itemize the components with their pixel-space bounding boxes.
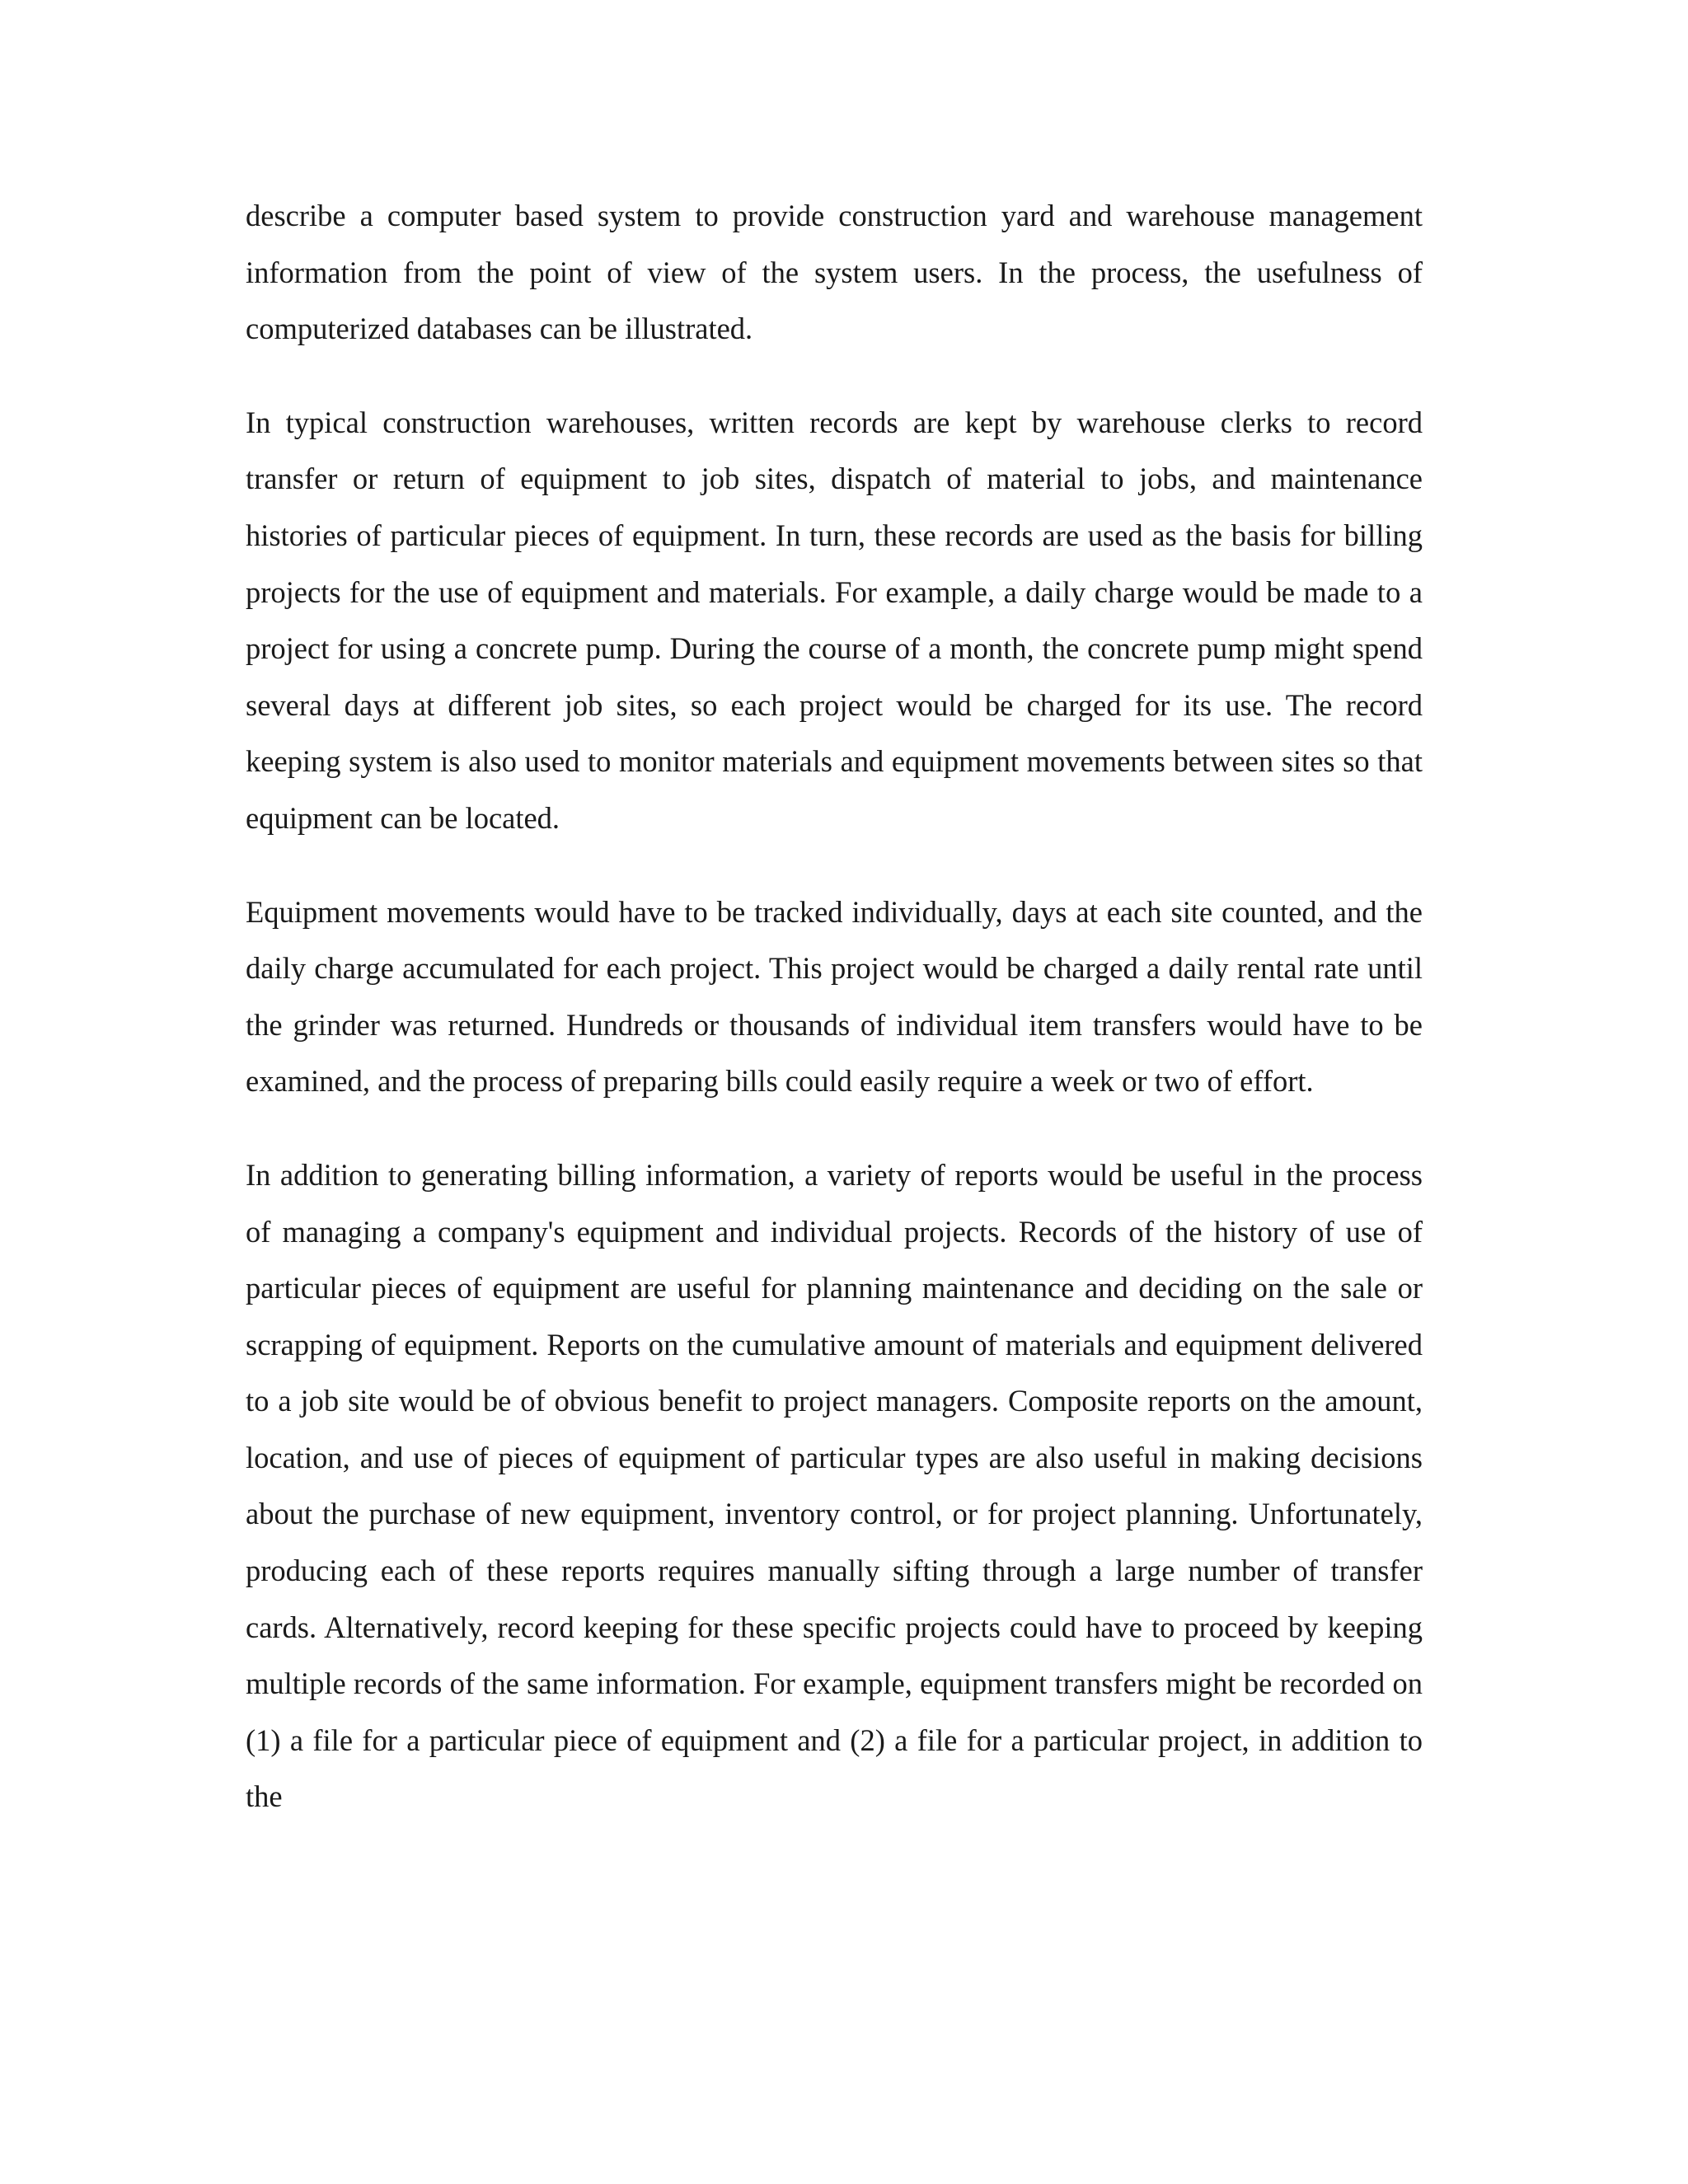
body-text — [246, 188, 1423, 1825]
paragraph-1: describe a computer based system to provide construction yard and warehouse management information from the point of view of the system users. In the process, the usefulness of computerized databases can be illustrated. — [246, 199, 1423, 346]
paragraph-3: Equipment movements would have to be tracked individually, days at each site counted, and the daily charge accumulated for each project. This project would be charged a daily rental rate until the grinder was returned. Hundreds or thousands of individual item transfers would have to be examined, and the process of preparing bills could easily require a week or two of effort. — [246, 894, 1423, 1099]
paragraph-4: In addition to generating billing information, a variety of reports would be useful in the process of managing a company's equipment and individual projects. Records of the history of use of particular pieces of equipment are useful for planning maintenance and deciding on the sale or scrapping of equipment. Reports on the cumulative amount of materials and equipment delivered to a job site would be of obvious benefit to project managers. Composite reports on the amount, location, and use of pieces of equipment of particular types are also useful in making decisions about the purchase of new equipment, inventory control, or for project planning. Unfortunately, producing each of these reports requires manually sifting through a large number of transfer cards. Alternatively, record keeping for these specific projects could have to proceed by keeping multiple records of the same information. For example, equipment transfers might be recorded on (1) a file for a particular piece of equipment and (2) a file for a particular project, in addition to the — [246, 1157, 1423, 1814]
paragraph-2: In typical construction warehouses, written records are kept by warehouse clerks to record transfer or return of equipment to job sites, dispatch of material to jobs, and maintenance histories of particular pieces of equipment. In turn, these records are used as the basis for billing projects for the use of equipment and materials. For example, a daily charge would be made to a project for using a concrete pump. During the course of a month, the concrete pump might spend several days at different job sites, so each project would be charged for its use. The record keeping system is also used to monitor materials and equipment movements between sites so that equipment can be located. — [246, 405, 1423, 835]
